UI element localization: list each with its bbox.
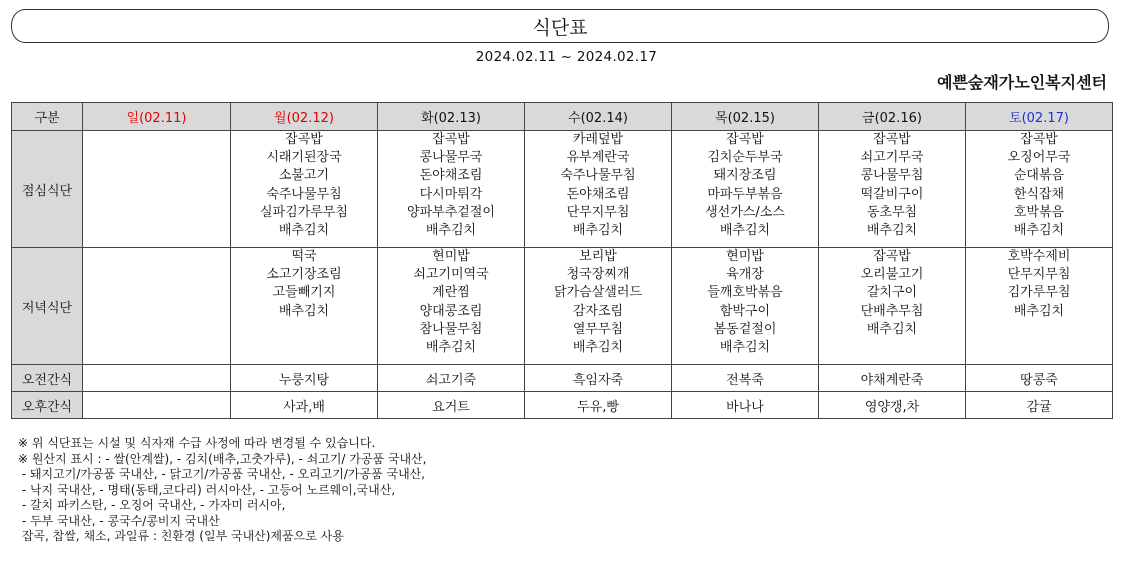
afternoon-snack-cell <box>83 392 231 419</box>
menu-item: 소불고기 <box>278 168 330 184</box>
note-line: - 두부 국내산, - 콩국수/콩비지 국내산 <box>18 513 220 528</box>
menu-item: 잡곡밥 <box>1020 132 1058 147</box>
menu-item: 시래기된장국 <box>266 150 342 166</box>
lunch-row <box>12 131 1113 248</box>
row-label-afternoon-snack: 오후간식 <box>12 392 83 419</box>
page-title-text: 식단표 <box>532 16 588 39</box>
menu-item: 배추김치 <box>866 321 918 337</box>
afternoon-snack-cell: 영양갱,차 <box>819 392 966 419</box>
menu-item: 들깨호박볶음 <box>707 285 783 301</box>
menu-item: 실파김가루무침 <box>260 204 348 220</box>
note-line: 잡곡, 찹쌀, 채소, 과일류 : 친환경 (일부 국내산)제품으로 사용 <box>18 529 344 543</box>
menu-item: 배추김치 <box>572 340 624 356</box>
menu-item: 양파부추겉절이 <box>407 204 495 220</box>
afternoon-snack-cell: 요거트 <box>378 392 525 419</box>
note-line: - 낙지 국내산, - 명태(동태,코다리) 러시아산, - 고등어 노르웨이,국내산, <box>18 482 396 497</box>
menu-item: 육개장 <box>726 267 764 283</box>
menu-item: 배추김치 <box>719 340 771 356</box>
menu-item: 오리불고기 <box>860 267 924 283</box>
menu-item: 김치순두부국 <box>707 150 783 166</box>
header-day: 토(02.17) <box>966 103 1113 131</box>
menu-item: 콩나물무침 <box>860 168 924 184</box>
dinner-cell <box>525 248 672 365</box>
dinner-cell <box>819 248 966 365</box>
organization-name: 예쁜숲재가노인복지센터 <box>936 73 1107 92</box>
menu-item: 떡국 <box>291 249 317 264</box>
menu-item: 쇠고기미역국 <box>413 267 489 283</box>
menu-item: 동초무침 <box>866 204 918 220</box>
menu-item: 호박수제비 <box>1007 249 1071 264</box>
header-row <box>12 103 1113 131</box>
menu-item: 돈야채조림 <box>566 186 630 202</box>
menu-item: 카레덮밥 <box>572 132 624 147</box>
menu-item: 잡곡밥 <box>873 249 911 264</box>
page-title <box>11 9 1109 43</box>
note-line: - 갈치 파키스탄, - 오징어 국내산, - 가자미 러시아, <box>18 498 286 512</box>
dinner-cell <box>966 248 1113 365</box>
menu-item: 배추김치 <box>425 340 477 356</box>
menu-item: 순대볶음 <box>1013 168 1065 184</box>
notes <box>18 436 426 545</box>
lunch-cell <box>378 131 525 248</box>
menu-item: 청국장찌개 <box>566 267 630 283</box>
afternoon-snack-cell: 두유,빵 <box>525 392 672 419</box>
menu-item: 생선가스/소스 <box>705 204 785 220</box>
dinner-cell <box>378 248 525 365</box>
menu-item: 고들빼기지 <box>272 285 336 301</box>
menu-item: 호박볶음 <box>1013 204 1065 220</box>
menu-item: 현미밥 <box>726 249 764 264</box>
row-label-dinner: 저녁식단 <box>12 248 83 365</box>
menu-item: 감자조림 <box>572 303 624 319</box>
menu-item: 잡곡밥 <box>726 132 764 147</box>
morning-snack-row <box>12 365 1113 392</box>
menu-item: 김가루무침 <box>1007 285 1071 301</box>
header-day: 수(02.14) <box>525 103 672 131</box>
lunch-cell <box>525 131 672 248</box>
menu-item: 떡갈비구이 <box>860 186 924 202</box>
menu-item: 봄동겉절이 <box>713 321 777 337</box>
dinner-cell <box>231 248 378 365</box>
menu-item: 오징어무국 <box>1007 150 1071 166</box>
dinner-cell <box>83 248 231 365</box>
dinner-row <box>12 248 1113 365</box>
dinner-cell <box>672 248 819 365</box>
header-day: 월(02.12) <box>231 103 378 131</box>
lunch-cell <box>83 131 231 248</box>
lunch-cell <box>819 131 966 248</box>
morning-snack-cell: 땅콩죽 <box>966 365 1113 392</box>
menu-item: 열무무침 <box>572 321 624 337</box>
menu-item: 잡곡밥 <box>432 132 470 147</box>
morning-snack-cell: 누룽지탕 <box>231 365 378 392</box>
menu-item: 배추김치 <box>425 223 477 239</box>
menu-item: 배추김치 <box>1013 223 1065 239</box>
menu-item: 잡곡밥 <box>873 132 911 147</box>
morning-snack-cell: 흑임자죽 <box>525 365 672 392</box>
menu-period: 2024.02.11 ~ 2024.02.17 <box>475 49 658 65</box>
morning-snack-cell <box>83 365 231 392</box>
afternoon-snack-cell: 사과,배 <box>231 392 378 419</box>
menu-item: 닭가슴살샐러드 <box>554 285 642 301</box>
lunch-cell <box>966 131 1113 248</box>
row-label-lunch: 점심식단 <box>12 131 83 248</box>
header-category: 구분 <box>12 103 83 131</box>
menu-item: 잡곡밥 <box>285 132 323 147</box>
row-label-morning-snack: 오전간식 <box>12 365 83 392</box>
menu-item: 돈야채조림 <box>419 168 483 184</box>
lunch-cell <box>672 131 819 248</box>
afternoon-snack-cell: 감귤 <box>966 392 1113 419</box>
menu-item: 함박구이 <box>719 303 771 319</box>
morning-snack-cell: 전복죽 <box>672 365 819 392</box>
menu-item: 양대콩조림 <box>419 303 483 319</box>
menu-item: 돼지장조림 <box>713 168 777 184</box>
menu-item: 배추김치 <box>719 223 771 239</box>
header-day: 일(02.11) <box>83 103 231 131</box>
note-line: ※ 위 식단표는 시설 및 식자재 수급 사정에 따라 변경될 수 있습니다. <box>18 436 376 450</box>
morning-snack-cell: 쇠고기죽 <box>378 365 525 392</box>
menu-item: 단배추무침 <box>860 303 924 319</box>
menu-item: 유부계란국 <box>566 150 630 166</box>
menu-item: 한식잡채 <box>1013 186 1065 202</box>
menu-item: 배추김치 <box>866 223 918 239</box>
menu-item: 배추김치 <box>278 223 330 239</box>
afternoon-snack-row <box>12 392 1113 419</box>
note-line: - 돼지고기/가공품 국내산, - 닭고기/가공품 국내산, - 오리고기/가공품 국내산, <box>18 467 426 481</box>
menu-item: 계란찜 <box>432 285 470 301</box>
afternoon-snack-cell: 바나나 <box>672 392 819 419</box>
menu-item: 보리밥 <box>579 249 617 264</box>
menu-item: 숙주나물무침 <box>266 186 342 202</box>
menu-item: 소고기장조림 <box>266 267 342 283</box>
morning-snack-cell: 야채계란죽 <box>819 365 966 392</box>
menu-item: 단무지무침 <box>1007 267 1071 283</box>
menu-item: 배추김치 <box>572 223 624 239</box>
menu-item: 단무지무침 <box>566 204 630 220</box>
header-day: 금(02.16) <box>819 103 966 131</box>
menu-item: 갈치구이 <box>866 285 918 301</box>
menu-item: 배추김치 <box>1013 303 1065 319</box>
menu-item: 참나물무침 <box>419 321 483 337</box>
menu-item: 현미밥 <box>432 249 470 264</box>
menu-item: 마파두부볶음 <box>707 186 783 202</box>
menu-table <box>11 102 1113 419</box>
lunch-cell <box>231 131 378 248</box>
header-day: 목(02.15) <box>672 103 819 131</box>
menu-item: 쇠고기무국 <box>860 150 924 166</box>
note-line: ※ 원산지 표시 : - 쌀(안계쌀), - 김치(배추,고춧가루), - 쇠고기/ 가공품 국내산, <box>18 451 427 466</box>
header-day: 화(02.13) <box>378 103 525 131</box>
menu-item: 다시마튀각 <box>419 186 483 202</box>
menu-item: 콩나물무국 <box>419 150 483 166</box>
menu-item: 배추김치 <box>278 303 330 319</box>
menu-item: 숙주나물무침 <box>560 168 636 184</box>
